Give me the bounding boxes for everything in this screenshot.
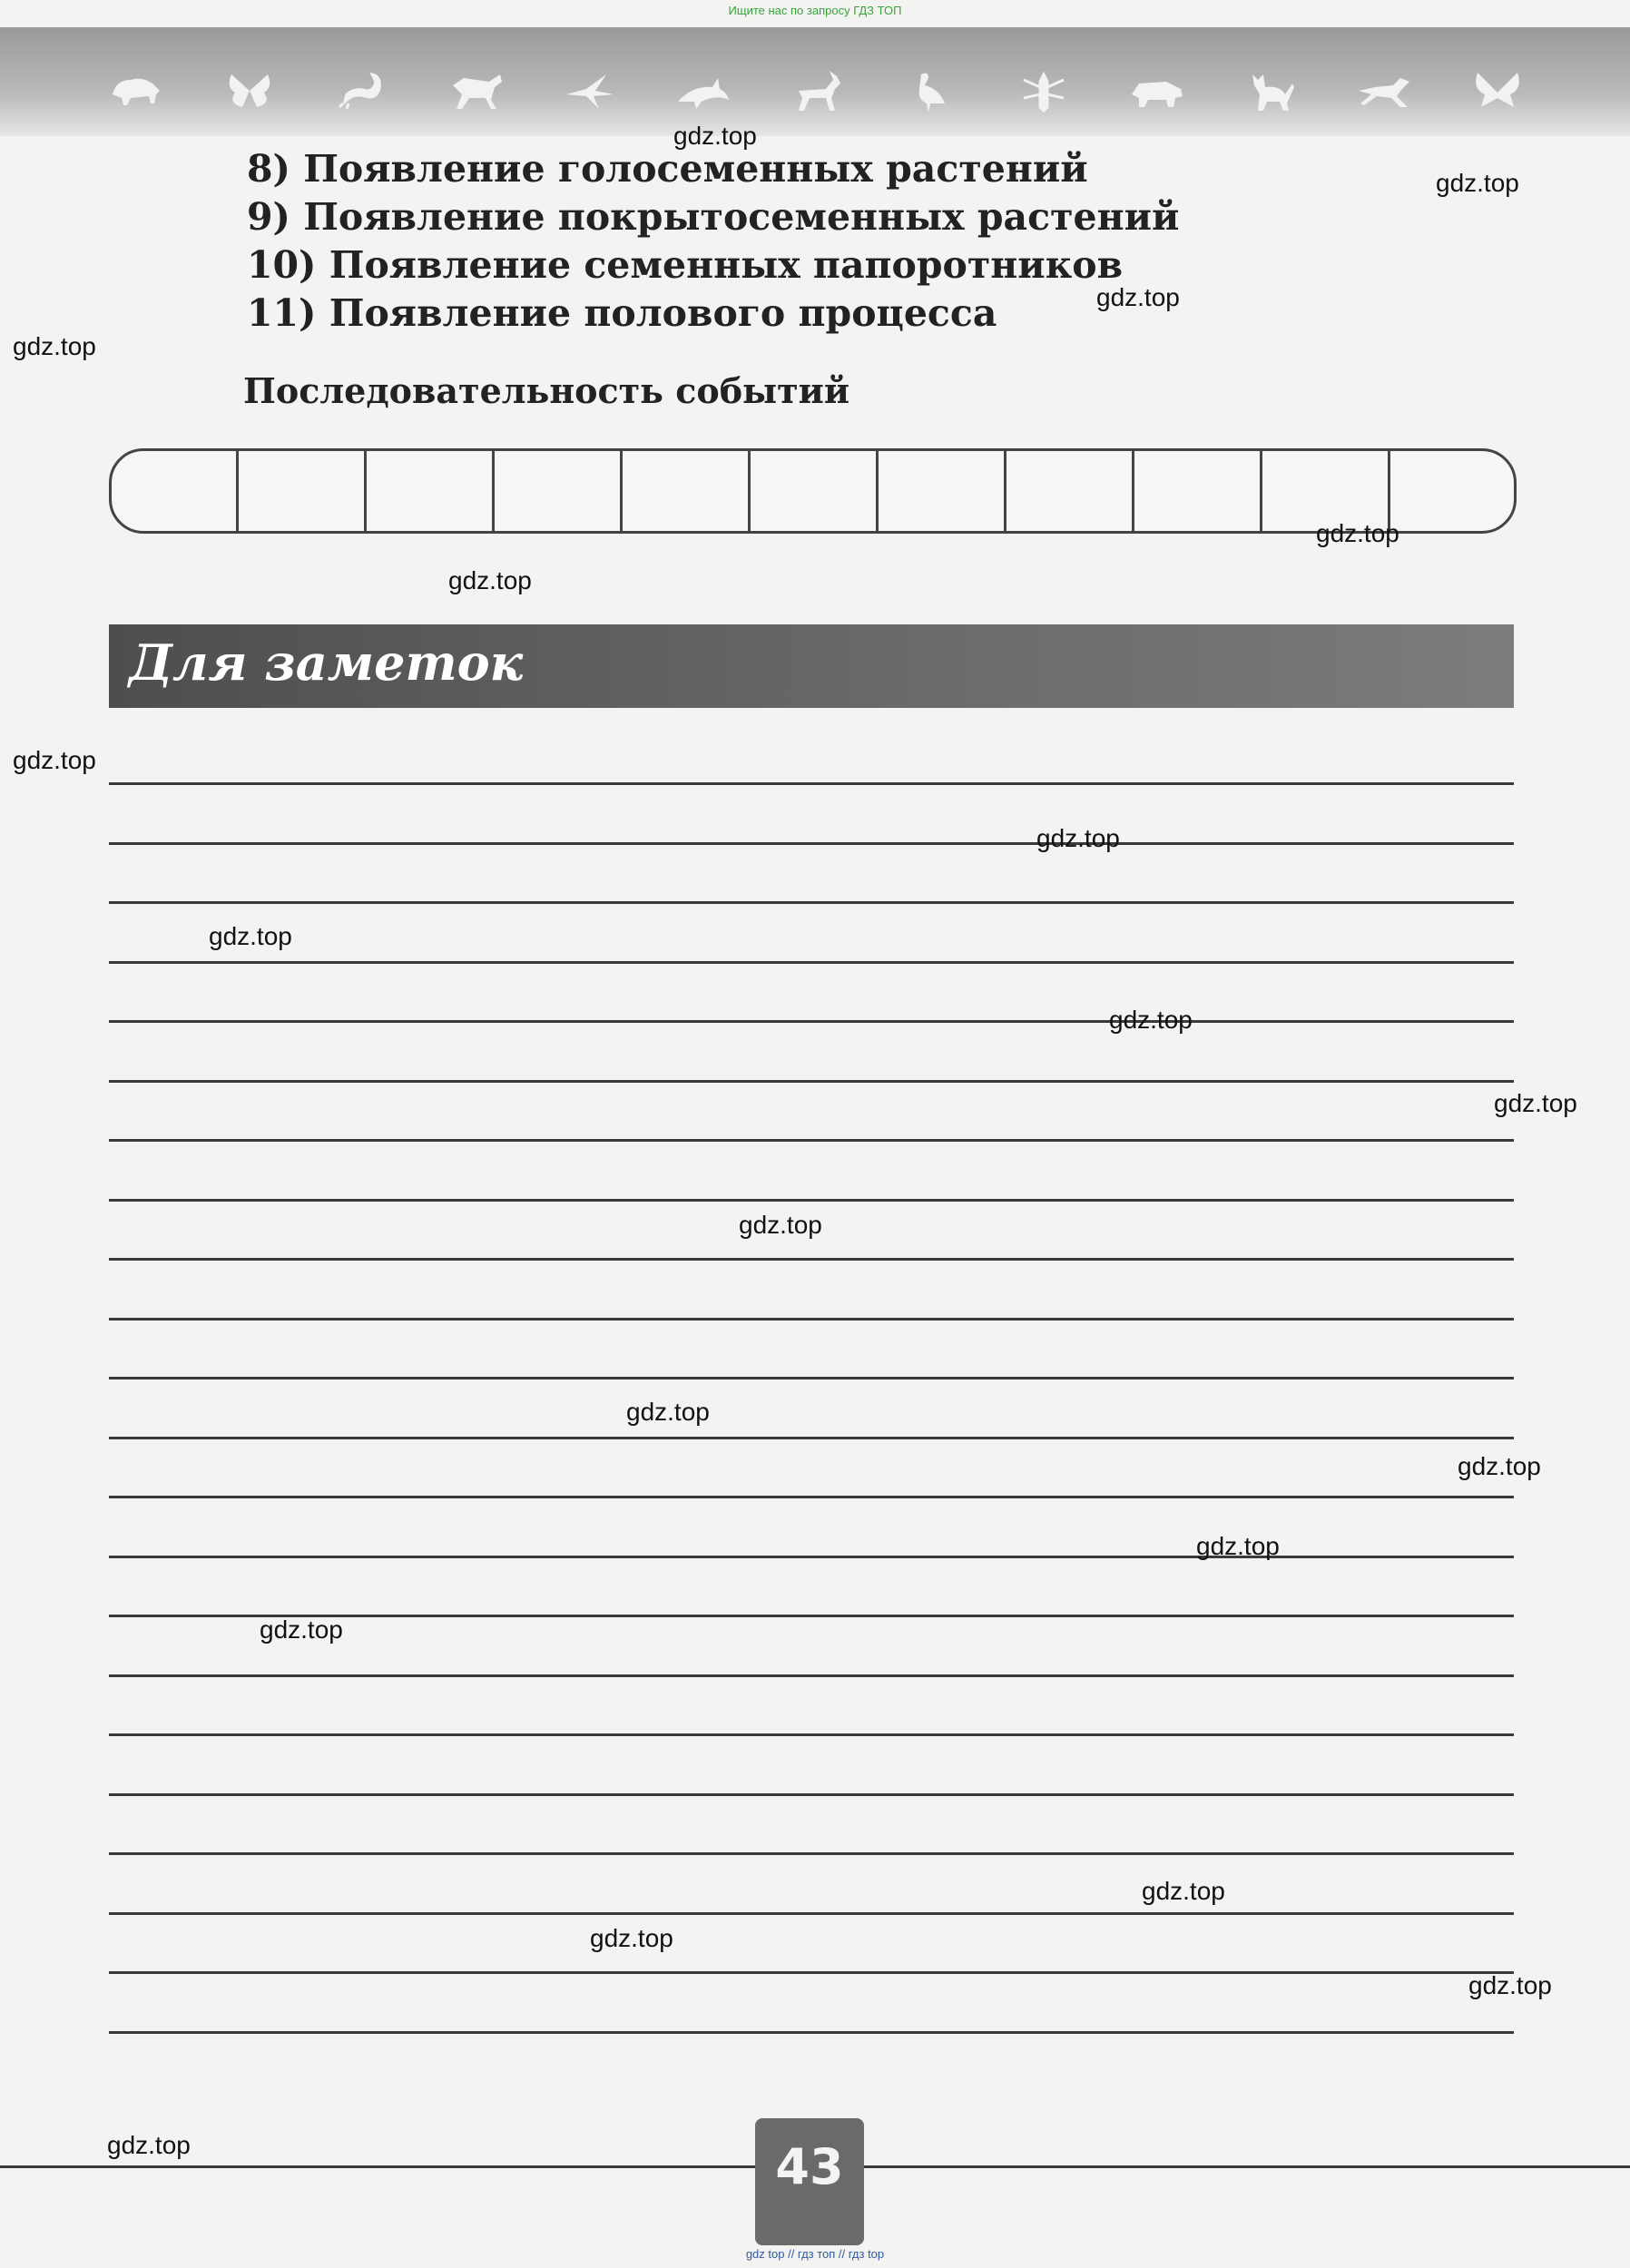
deer-icon xyxy=(790,67,844,114)
writing-line xyxy=(109,1674,1514,1677)
writing-line xyxy=(109,1139,1514,1142)
sequence-cell-divider xyxy=(876,451,879,531)
watermark: gdz.top xyxy=(1096,283,1180,311)
heron-icon xyxy=(903,67,957,114)
writing-line xyxy=(109,961,1514,964)
watermark: gdz.top xyxy=(13,332,96,360)
watermark: gdz.top xyxy=(260,1615,343,1644)
sequence-cell-divider xyxy=(492,451,495,531)
writing-line xyxy=(109,1199,1514,1202)
horse-icon xyxy=(449,67,504,114)
writing-line xyxy=(109,782,1514,785)
writing-line xyxy=(109,901,1514,904)
event-item: 10) Появление семенных папоротников xyxy=(247,243,1124,287)
writing-line xyxy=(109,1258,1514,1261)
page-number-badge xyxy=(755,2118,864,2245)
notes-title: Для заметок xyxy=(129,633,524,692)
watermark: gdz.top xyxy=(739,1211,822,1239)
watermark: gdz.top xyxy=(1109,1006,1193,1034)
watermark: gdz.top xyxy=(1458,1452,1541,1480)
watermark: gdz.top xyxy=(1316,519,1399,547)
sequence-cell-divider xyxy=(620,451,623,531)
top-note: Ищите нас по запросу ГДЗ ТОП xyxy=(728,4,902,17)
writing-line xyxy=(109,2031,1514,2034)
greyhound-icon xyxy=(1357,67,1411,114)
sequence-cell-divider xyxy=(364,451,367,531)
writing-line xyxy=(109,1733,1514,1736)
sequence-cell-divider xyxy=(1132,451,1134,531)
writing-line xyxy=(109,1377,1514,1379)
page-number: 43 xyxy=(775,2138,844,2195)
bison-icon xyxy=(109,67,163,114)
watermark: gdz.top xyxy=(1196,1532,1280,1560)
sequence-cell-divider xyxy=(236,451,239,531)
writing-line xyxy=(109,1318,1514,1321)
writing-line xyxy=(109,1020,1514,1023)
writing-line xyxy=(109,1437,1514,1439)
watermark: gdz.top xyxy=(1036,824,1120,852)
sequence-cell-divider xyxy=(1004,451,1006,531)
bottom-note: gdz top // гдз топ // гдз top xyxy=(745,2247,885,2261)
writing-line xyxy=(109,1971,1514,1974)
watermark: gdz.top xyxy=(626,1398,710,1426)
writing-line xyxy=(109,1793,1514,1796)
notes-header xyxy=(109,624,1514,708)
writing-line xyxy=(109,1912,1514,1915)
sequence-title: Последовательность событий xyxy=(243,370,850,411)
boar-icon xyxy=(1130,67,1184,114)
dolphin-icon xyxy=(676,67,731,114)
writing-line xyxy=(109,842,1514,845)
watermark: gdz.top xyxy=(1436,169,1519,197)
watermark: gdz.top xyxy=(448,566,532,594)
insect-icon xyxy=(1016,67,1071,114)
butterfly-icon xyxy=(222,67,277,114)
writing-line xyxy=(109,1556,1514,1558)
watermark: gdz.top xyxy=(590,1924,673,1952)
sequence-answer-box[interactable] xyxy=(109,448,1517,534)
scorpion-icon xyxy=(336,67,390,114)
watermark: gdz.top xyxy=(13,746,96,774)
watermark: gdz.top xyxy=(107,2131,191,2159)
writing-line xyxy=(109,1852,1514,1855)
event-item: 8) Появление голосеменных растений xyxy=(247,147,1088,191)
event-item: 9) Появление покрытосеменных растений xyxy=(247,195,1180,239)
watermark: gdz.top xyxy=(673,122,757,150)
sequence-cell-divider xyxy=(748,451,751,531)
writing-line xyxy=(109,1496,1514,1498)
watermark: gdz.top xyxy=(1142,1877,1225,1905)
event-item: 11) Появление полового процесса xyxy=(247,291,997,335)
events-list xyxy=(247,145,1179,338)
animal-icon-row xyxy=(109,64,1525,118)
sequence-cell-divider xyxy=(1260,451,1262,531)
cat-icon xyxy=(1243,67,1298,114)
watermark: gdz.top xyxy=(1468,1971,1552,1999)
writing-line xyxy=(109,1080,1514,1083)
watermark: gdz.top xyxy=(1494,1089,1577,1117)
bird-icon xyxy=(563,67,617,114)
moth-icon xyxy=(1470,67,1525,114)
watermark: gdz.top xyxy=(209,922,292,950)
